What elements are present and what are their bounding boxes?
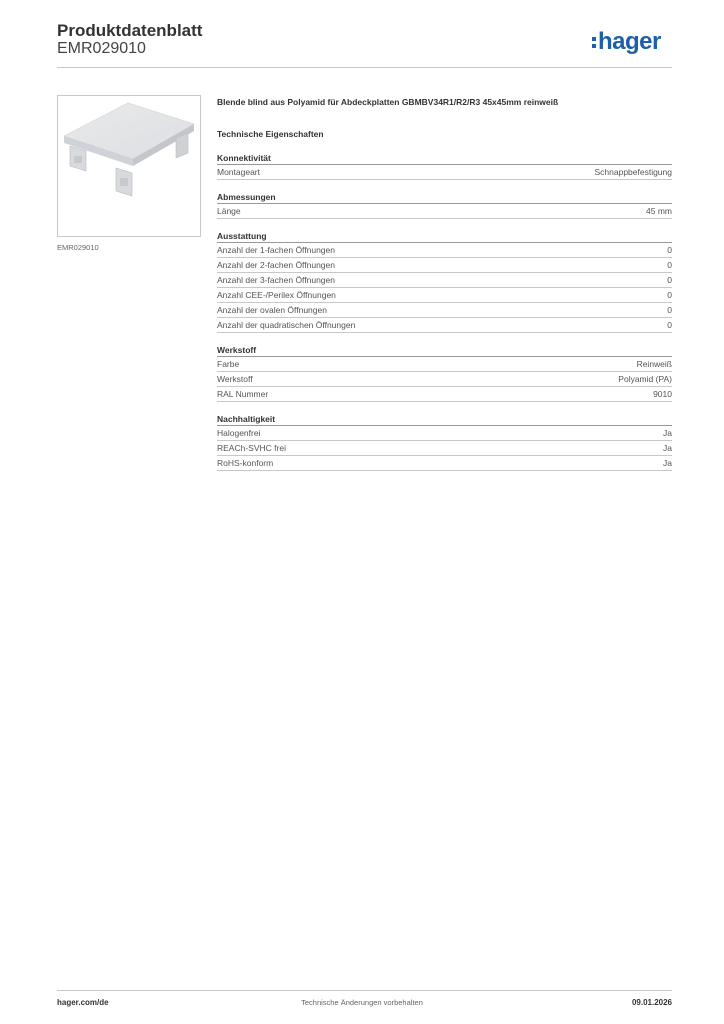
property-value: 0 xyxy=(667,320,672,330)
property-section xyxy=(217,413,672,471)
property-label: RoHS-konform xyxy=(217,458,274,468)
property-value: 0 xyxy=(667,305,672,315)
property-label: Anzahl der quadratischen Öffnungen xyxy=(217,320,356,330)
property-label: Anzahl CEE-/Perilex Öffnungen xyxy=(217,290,336,300)
property-section xyxy=(217,191,672,219)
property-value: 0 xyxy=(667,260,672,270)
hager-logo xyxy=(592,28,661,56)
property-label: Anzahl der 2-fachen Öffnungen xyxy=(217,260,335,270)
section-title: Abmessungen xyxy=(217,191,672,204)
product-code: EMR029010 xyxy=(57,40,146,57)
property-row xyxy=(217,426,672,441)
section-title: Werkstoff xyxy=(217,344,672,357)
product-details xyxy=(217,97,672,482)
blind-cover-image xyxy=(58,96,200,236)
property-row xyxy=(217,303,672,318)
section-title: Konnektivität xyxy=(217,152,672,165)
property-value: 45 mm xyxy=(646,206,672,216)
property-value: Schnappbefestigung xyxy=(594,167,672,177)
property-row xyxy=(217,243,672,258)
property-row xyxy=(217,273,672,288)
page-title: Produktdatenblatt xyxy=(57,21,203,40)
property-label: Anzahl der 1-fachen Öffnungen xyxy=(217,245,335,255)
property-label: REACh-SVHC frei xyxy=(217,443,286,453)
property-label: Länge xyxy=(217,206,241,216)
footer-divider xyxy=(57,990,672,991)
property-row xyxy=(217,387,672,402)
property-value: Ja xyxy=(663,428,672,438)
property-label: Halogenfrei xyxy=(217,428,261,438)
property-value: 9010 xyxy=(653,389,672,399)
property-section xyxy=(217,230,672,333)
property-value: 0 xyxy=(667,275,672,285)
property-label: Anzahl der ovalen Öffnungen xyxy=(217,305,327,315)
property-label: RAL Nummer xyxy=(217,389,269,399)
property-row xyxy=(217,165,672,180)
header-divider xyxy=(57,67,672,68)
logo-dots-icon xyxy=(592,34,597,51)
property-section xyxy=(217,344,672,402)
footer-website: hager.com/de xyxy=(57,998,109,1007)
property-row xyxy=(217,372,672,387)
property-value: Ja xyxy=(663,458,672,468)
property-row xyxy=(217,357,672,372)
footer-date: 09.01.2026 xyxy=(631,998,672,1007)
section-title: Nachhaltigkeit xyxy=(217,413,672,426)
property-value: Polyamid (PA) xyxy=(618,374,672,384)
property-section xyxy=(217,152,672,180)
property-label: Werkstoff xyxy=(217,374,253,384)
property-row xyxy=(217,288,672,303)
property-value: Reinweiß xyxy=(636,359,672,369)
section-title: Ausstattung xyxy=(217,230,672,243)
product-description: Blende blind aus Polyamid für Abdeckplatten GBMBV34R1/R2/R3 45x45mm reinweiß xyxy=(217,97,559,107)
property-value: Ja xyxy=(663,443,672,453)
property-row xyxy=(217,204,672,219)
product-image xyxy=(57,95,201,237)
property-value: 0 xyxy=(667,290,672,300)
image-caption: EMR029010 xyxy=(57,243,99,252)
property-value: 0 xyxy=(667,245,672,255)
property-label: Anzahl der 3-fachen Öffnungen xyxy=(217,275,335,285)
property-sections xyxy=(217,152,672,471)
technical-properties-title: Technische Eigenschaften xyxy=(217,129,324,139)
property-row xyxy=(217,258,672,273)
property-row xyxy=(217,456,672,471)
property-row xyxy=(217,318,672,333)
property-label: Farbe xyxy=(217,359,240,369)
property-label: Montageart xyxy=(217,167,260,177)
logo-text: hager xyxy=(598,28,661,55)
property-row xyxy=(217,441,672,456)
footer-notice: Technische Änderungen vorbehalten xyxy=(301,998,423,1007)
